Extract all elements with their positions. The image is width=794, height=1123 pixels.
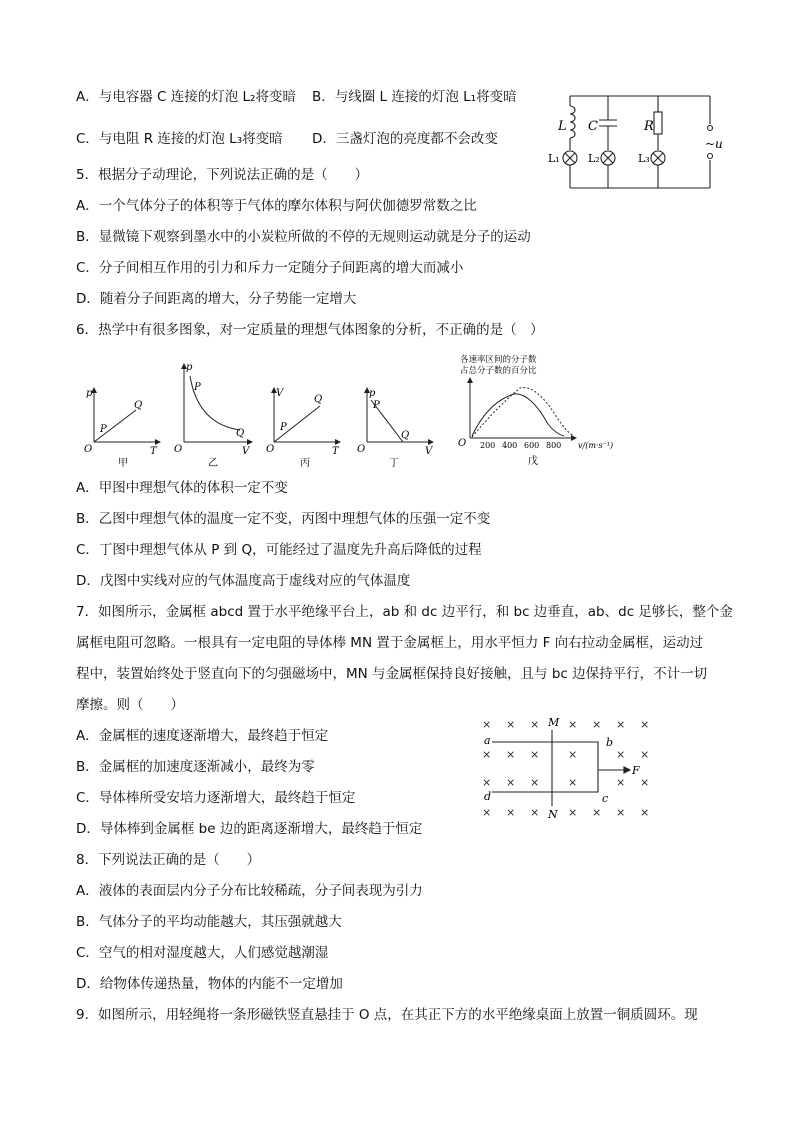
jia-q: Q bbox=[134, 400, 143, 411]
svg-text:×: × bbox=[640, 748, 650, 761]
q7-option-b: B．金属框的加速度逐渐减小，最终为零 bbox=[76, 759, 315, 775]
yi-caption: 乙 bbox=[208, 458, 218, 469]
graph-ding bbox=[355, 384, 441, 470]
point-b: b bbox=[606, 736, 614, 749]
svg-text:×: × bbox=[592, 806, 602, 819]
q6-option-a: A．甲图中理想气体的体积一定不变 bbox=[76, 480, 288, 496]
yi-xlabel: V bbox=[242, 446, 250, 457]
q4-option-c: C．与电阻 R 连接的灯泡 L₃将变暗 bbox=[76, 131, 283, 147]
q8-option-b: B．气体分子的平均动能越大，其压强就越大 bbox=[76, 914, 342, 930]
q6-option-c: C．丁图中理想气体从 P 到 Q，可能经过了温度先升高后降低的过程 bbox=[76, 542, 482, 558]
q7-stem-line-3: 程中，装置始终处于竖直向下的匀强磁场中，MN 与金属框保持良好接触，且与 bc 边保持平行，不计一切 bbox=[76, 666, 708, 682]
yi-ylabel: p bbox=[186, 362, 193, 373]
wu-title-2: 占总分子数的百分比 bbox=[460, 366, 537, 376]
svg-text:×: × bbox=[640, 776, 650, 789]
svg-text:×: × bbox=[640, 718, 650, 731]
ding-q: Q bbox=[401, 430, 410, 441]
svg-text:×: × bbox=[568, 718, 578, 731]
ding-p: P bbox=[373, 400, 380, 411]
svg-text:×: × bbox=[616, 718, 626, 731]
resistor-label: R bbox=[644, 119, 654, 134]
wu-caption: 戊 bbox=[528, 456, 538, 467]
point-d: d bbox=[484, 790, 492, 803]
q6-option-d: D．戊图中实线对应的气体温度高于虚线对应的气体温度 bbox=[76, 573, 411, 589]
q4-option-a: A．与电容器 C 连接的灯泡 L₂将变暗 bbox=[76, 89, 296, 105]
capacitor-label: C bbox=[588, 119, 598, 134]
q7-option-c: C．导体棒所受安培力逐渐增大，最终趋于恒定 bbox=[76, 790, 356, 806]
yi-p: P bbox=[194, 382, 201, 393]
yi-origin: O bbox=[174, 444, 183, 455]
q5-option-b: B．显微镜下观察到墨水中的小炭粒所做的不停的无规则运动就是分子的运动 bbox=[76, 229, 531, 245]
wu-tick-200: 200 bbox=[480, 441, 496, 450]
source-label: ~u bbox=[705, 137, 723, 151]
svg-text:×: × bbox=[592, 718, 602, 731]
jia-xlabel: T bbox=[150, 446, 157, 457]
q4-option-d: D．三盏灯泡的亮度都不会改变 bbox=[312, 131, 498, 147]
svg-text:×: × bbox=[568, 748, 578, 761]
wu-tick-400: 400 bbox=[502, 441, 518, 450]
svg-text:×: × bbox=[640, 806, 650, 819]
q7-stem-line-2: 属框电阻可忽略。一根具有一定电阻的导体棒 MN 置于金属框上，用水平恒力 F 向右拉动金属框，运动过 bbox=[76, 635, 704, 651]
svg-text:×: × bbox=[506, 806, 516, 819]
svg-text:×: × bbox=[482, 806, 492, 819]
bing-p: P bbox=[280, 422, 287, 433]
bing-caption: 丙 bbox=[300, 458, 310, 469]
point-m: M bbox=[548, 716, 560, 729]
bing-q: Q bbox=[314, 394, 323, 405]
circuit-diagram bbox=[550, 88, 740, 196]
point-n: N bbox=[548, 808, 558, 821]
graph-yi bbox=[170, 360, 260, 470]
svg-text:×: × bbox=[530, 806, 540, 819]
ding-xlabel: V bbox=[425, 446, 433, 457]
jia-p: P bbox=[100, 424, 107, 435]
wu-tick-800: 800 bbox=[546, 441, 562, 450]
svg-text:×: × bbox=[616, 806, 626, 819]
svg-text:×: × bbox=[506, 776, 516, 789]
ding-origin: O bbox=[357, 444, 366, 455]
ding-caption: 丁 bbox=[389, 458, 399, 469]
svg-text:×: × bbox=[482, 748, 492, 761]
lamp-l2-label: L₂ bbox=[588, 152, 600, 165]
graph-bing bbox=[264, 384, 348, 470]
point-a: a bbox=[484, 734, 491, 747]
inductor-label: L bbox=[558, 119, 567, 134]
svg-text:×: × bbox=[482, 776, 492, 789]
q7-option-a: A．金属框的速度逐渐增大，最终趋于恒定 bbox=[76, 728, 329, 744]
q8-option-d: D．给物体传递热量，物体的内能不一定增加 bbox=[76, 976, 343, 992]
q6-stem: 6．热学中有很多图象，对一定质量的理想气体图象的分析，不正确的是（ ） bbox=[76, 322, 544, 338]
jia-origin: O bbox=[84, 444, 93, 455]
ding-ylabel: p bbox=[369, 388, 376, 399]
wu-title-1: 各速率区间的分子数 bbox=[460, 355, 537, 365]
svg-text:×: × bbox=[530, 748, 540, 761]
q5-option-a: A．一个气体分子的体积等于气体的摩尔体积与阿伏伽德罗常数之比 bbox=[76, 198, 477, 214]
q7-option-d: D．导体棒到金属框 be 边的距离逐渐增大，最终趋于恒定 bbox=[76, 821, 423, 837]
force-f-label: F bbox=[632, 764, 640, 777]
q6-option-b: B．乙图中理想气体的温度一定不变，丙图中理想气体的压强一定不变 bbox=[76, 511, 491, 527]
wu-xlabel: v/(m·s⁻¹) bbox=[578, 441, 614, 450]
q7-stem-line-1: 7．如图所示，金属框 abcd 置于水平绝缘平台上，ab 和 dc 边平行，和 bc 边垂直，ab、dc 足够长，整个金 bbox=[76, 604, 733, 620]
bing-ylabel: V bbox=[276, 388, 284, 399]
svg-text:×: × bbox=[568, 776, 578, 789]
metal-frame-figure bbox=[478, 714, 664, 824]
svg-text:×: × bbox=[530, 776, 540, 789]
bing-xlabel: T bbox=[332, 446, 339, 457]
lamp-l3-label: L₃ bbox=[638, 152, 650, 165]
q5-option-c: C．分子间相互作用的引力和斥力一定随分子间距离的增大而减小 bbox=[76, 260, 464, 276]
q5-stem: 5．根据分子动理论，下列说法正确的是（ ） bbox=[76, 167, 369, 183]
q8-option-a: A．液体的表面层内分子分布比较稀疏，分子间表现为引力 bbox=[76, 883, 423, 899]
wu-origin: O bbox=[458, 438, 467, 449]
q8-option-c: C．空气的相对湿度越大，人们感觉越潮湿 bbox=[76, 945, 329, 961]
svg-text:×: × bbox=[506, 718, 516, 731]
point-c: c bbox=[602, 792, 609, 805]
q7-stem-line-4: 摩擦。则（ ） bbox=[76, 697, 184, 713]
yi-q: Q bbox=[236, 428, 245, 439]
q4-option-b: B．与线圈 L 连接的灯泡 L₁将变暗 bbox=[312, 89, 517, 105]
graph-jia bbox=[78, 384, 168, 470]
q9-stem: 9．如图所示，用轻绳将一条形磁铁竖直悬挂于 O 点，在其正下方的水平绝缘桌面上放置一铜质圆环。现 bbox=[76, 1007, 698, 1023]
svg-text:×: × bbox=[568, 806, 578, 819]
svg-text:×: × bbox=[530, 718, 540, 731]
svg-text:×: × bbox=[506, 748, 516, 761]
lamp-l1-label: L₁ bbox=[548, 152, 560, 165]
svg-text:×: × bbox=[616, 776, 626, 789]
bing-origin: O bbox=[266, 444, 275, 455]
q5-option-d: D．随着分子间距离的增大，分子势能一定增大 bbox=[76, 291, 357, 307]
wu-tick-600: 600 bbox=[524, 441, 540, 450]
graph-wu bbox=[456, 352, 620, 470]
svg-text:×: × bbox=[616, 748, 626, 761]
jia-caption: 甲 bbox=[118, 458, 128, 469]
jia-ylabel: p bbox=[86, 388, 93, 399]
svg-text:×: × bbox=[482, 718, 492, 731]
q8-stem: 8．下列说法正确的是（ ） bbox=[76, 852, 261, 868]
